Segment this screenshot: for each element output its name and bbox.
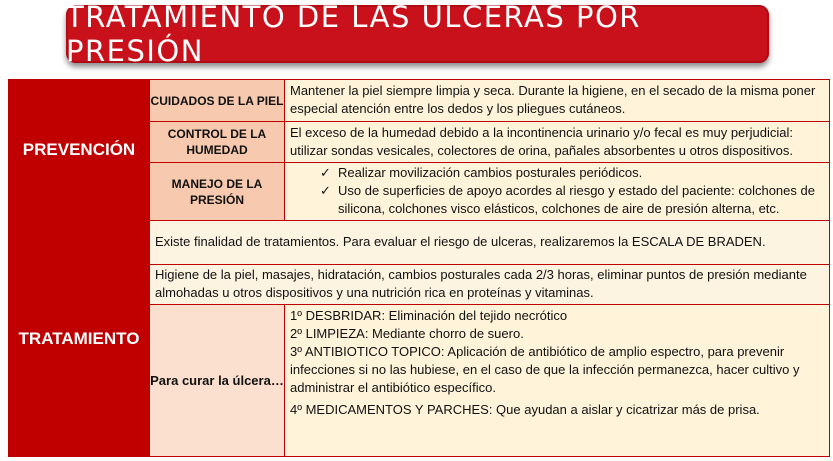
manejo-presion-label: MANEJO DE LA PRESIÓN <box>150 163 285 221</box>
table-row <box>9 80 830 122</box>
manejo-presion-content <box>285 163 830 221</box>
cuidados-piel-text: Mantener la piel siempre limpia y seca. Durante la higiene, en el secado de la misma poner especial atención entre los dedos y los pliegues cutáneos. <box>285 80 830 122</box>
cure-steps <box>285 305 830 457</box>
checkmark-icon: ✓ <box>320 165 331 180</box>
list-item: 4º MEDICAMENTOS Y PARCHES: Que ayudan a aislar y cicatrizar más de prisa. <box>290 402 760 417</box>
prevencion-header: PREVENCIÓN <box>9 80 150 221</box>
list-item <box>320 182 824 218</box>
control-humedad-text: El exceso de la humedad debido a la incontinencia urinario y/o fecal es muy perjudicial: utilizar sondas vesicales, colectores de orina, pañales absorbentes u otros dispositivos. <box>285 122 830 163</box>
control-humedad-label: CONTROL DE LA HUMEDAD <box>150 122 285 163</box>
list-item: 1º DESBRIDAR: Eliminación del tejido necrótico <box>290 308 568 323</box>
list-item: 2º LIMPIEZA: Mediante chorro de suero. <box>290 326 524 341</box>
title-banner <box>66 0 769 68</box>
checklist <box>290 164 824 218</box>
list-item-text: Realizar movilización cambios posturales periódicos. <box>338 165 643 180</box>
tratamiento-header: TRATAMIENTO <box>9 221 150 457</box>
list-item-text: Uso de superficies de apoyo acordes al riesgo y estado del paciente: colchones de silicona, colchones visco elásticos, colchones de aire de presión alterna, etc. <box>338 183 815 216</box>
table-row <box>9 221 830 265</box>
curar-ulcera-label: Para curar la úlcera… <box>150 305 285 457</box>
checkmark-icon: ✓ <box>320 183 331 198</box>
braden-text: Existe finalidad de tratamientos. Para evaluar el riesgo de ulceras, realizaremos la ESCALA DE BRADEN. <box>150 221 830 265</box>
treatment-table <box>8 79 830 457</box>
steps-list <box>290 307 824 419</box>
cuidados-piel-label: CUIDADOS DE LA PIEL <box>150 80 285 122</box>
list-item: 3º ANTIBIOTICO TOPICO: Aplicación de antibiótico de amplio espectro, para prevenir infecciones si no las hubiese, en el caso de que la infección permanezca, hacer cultivo y administrar el antibiótico específico. <box>290 344 800 395</box>
higiene-text: Higiene de la piel, masajes, hidratación, cambios posturales cada 2/3 horas, eliminar puntos de presión mediante almohadas u otros dispositivos y una nutrición rica en proteínas y vitaminas. <box>150 265 830 305</box>
page-title: TRATAMIENTO DE LAS ULCERAS POR PRESIÓN <box>66 0 641 68</box>
list-item <box>320 164 824 182</box>
